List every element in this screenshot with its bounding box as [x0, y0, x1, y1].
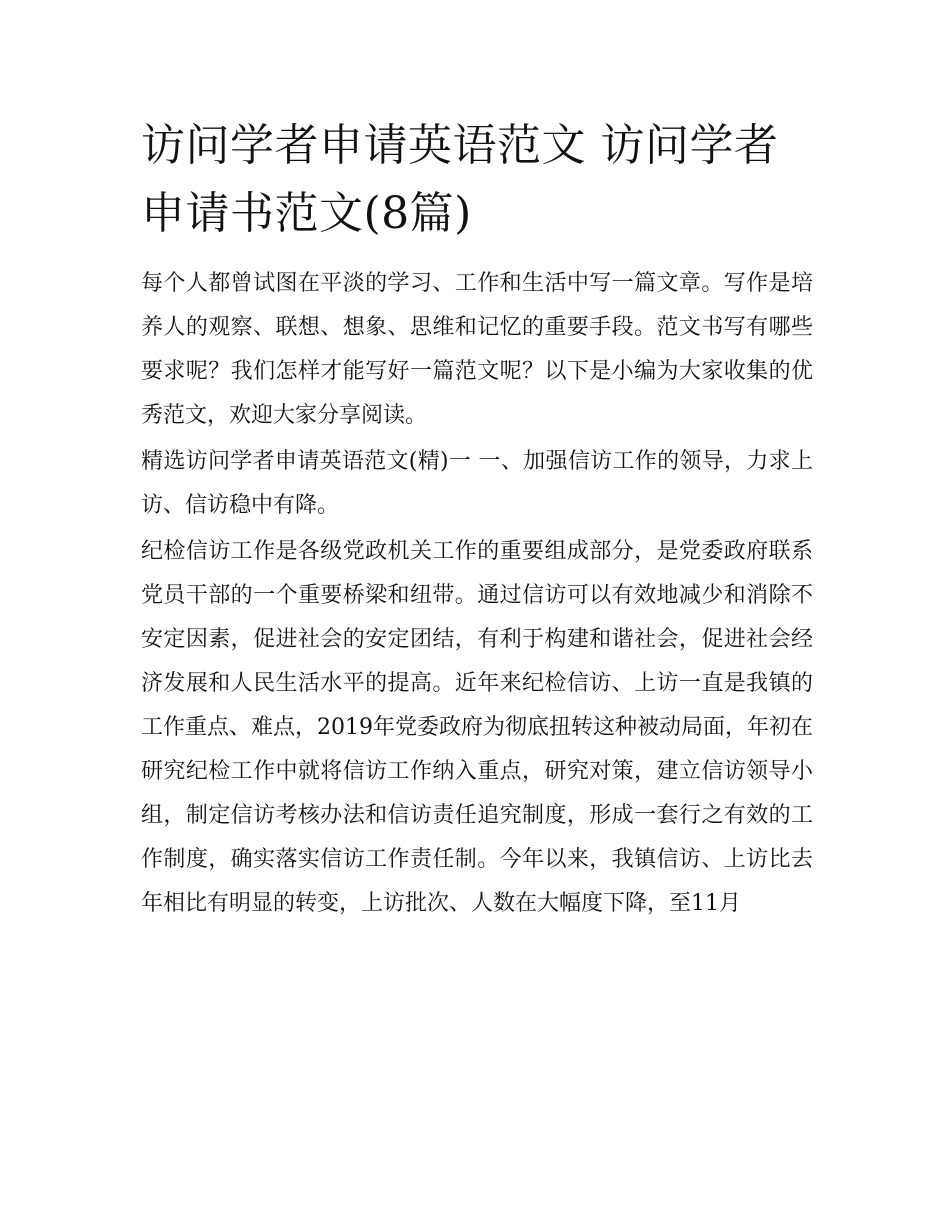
- paragraph-body: 纪检信访工作是各级党政机关工作的重要组成部分，是党委政府联系党员干部的一个重要桥梁和纽带。通过信访可以有效地减少和消除不安定因素，促进社会的安定团结，有利于构建和谐社会，促进社会经济发展和人民生活水平的提高。近年来纪检信访、上访一直是我镇的工作重点、难点，2019年党委政府为彻底扭转这种被动局面，年初在研究纪检工作中就将信访工作纳入重点，研究对策，建立信访领导小组，制定信访考核办法和信访责任追究制度，形成一套行之有效的工作制度，确实落实信访工作责任制。今年以来，我镇信访、上访比去年相比有明显的转变，上访批次、人数在大幅度下降，至11月: [141, 539, 813, 916]
- document-body: [141, 112, 813, 926]
- paragraph-intro: 每个人都曾试图在平淡的学习、工作和生活中写一篇文章。写作是培养人的观察、联想、想象、思维和记忆的重要手段。范文书写有哪些要求呢？我们怎样才能写好一篇范文呢？以下是小编为大家收集的优秀范文，欢迎大家分享阅读。: [141, 271, 813, 428]
- document-title: 访问学者申请英语范文 访问学者申请书范文(8篇): [141, 120, 779, 239]
- paragraph-section-heading: 精选访问学者申请英语范文(精)一 一、加强信访工作的领导，力求上访、信访稳中有降。: [141, 449, 813, 518]
